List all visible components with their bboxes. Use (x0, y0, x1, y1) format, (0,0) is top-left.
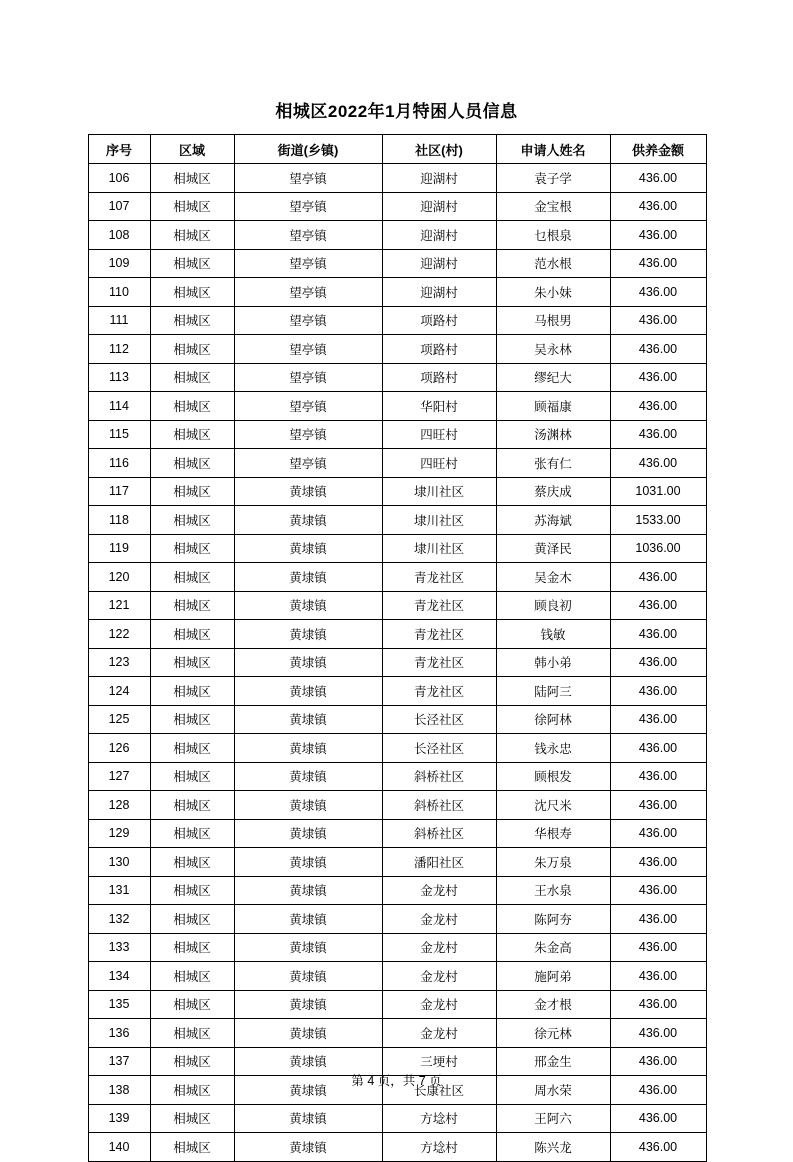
cell-township: 黄埭镇 (234, 933, 382, 962)
cell-support-amount: 436.00 (610, 221, 706, 250)
cell-applicant-name: 沈尺米 (496, 791, 610, 820)
cell-applicant-name: 马根男 (496, 306, 610, 335)
column-header-support-amount: 供养金额 (610, 135, 706, 164)
cell-township: 望亭镇 (234, 363, 382, 392)
cell-support-amount: 436.00 (610, 1047, 706, 1076)
cell-township: 黄埭镇 (234, 534, 382, 563)
cell-applicant-name: 徐元林 (496, 1019, 610, 1048)
cell-township: 望亭镇 (234, 306, 382, 335)
cell-township: 黄埭镇 (234, 1133, 382, 1162)
cell-applicant-name: 王水泉 (496, 876, 610, 905)
cell-district: 相城区 (150, 221, 234, 250)
cell-index: 112 (88, 335, 150, 364)
cell-applicant-name: 施阿弟 (496, 962, 610, 991)
cell-support-amount: 436.00 (610, 363, 706, 392)
cell-support-amount: 436.00 (610, 392, 706, 421)
cell-index: 114 (88, 392, 150, 421)
cell-district: 相城区 (150, 677, 234, 706)
cell-community: 迎湖村 (382, 278, 496, 307)
cell-district: 相城区 (150, 563, 234, 592)
cell-support-amount: 436.00 (610, 905, 706, 934)
column-header-township: 街道(乡镇) (234, 135, 382, 164)
cell-support-amount: 1533.00 (610, 506, 706, 535)
table-row (88, 534, 706, 563)
cell-township: 黄埭镇 (234, 876, 382, 905)
cell-support-amount: 436.00 (610, 1076, 706, 1105)
cell-township: 望亭镇 (234, 420, 382, 449)
cell-district: 相城区 (150, 1104, 234, 1133)
cell-district: 相城区 (150, 363, 234, 392)
cell-support-amount: 436.00 (610, 819, 706, 848)
table-row (88, 791, 706, 820)
cell-applicant-name: 钱永忠 (496, 734, 610, 763)
cell-district: 相城区 (150, 1133, 234, 1162)
table-row (88, 420, 706, 449)
cell-community: 四旺村 (382, 420, 496, 449)
cell-support-amount: 436.00 (610, 848, 706, 877)
cell-community: 金龙村 (382, 990, 496, 1019)
cell-district: 相城区 (150, 164, 234, 193)
cell-applicant-name: 朱小妹 (496, 278, 610, 307)
cell-support-amount: 436.00 (610, 734, 706, 763)
cell-support-amount: 1036.00 (610, 534, 706, 563)
cell-support-amount: 436.00 (610, 306, 706, 335)
cell-community: 方埝村 (382, 1104, 496, 1133)
cell-support-amount: 436.00 (610, 705, 706, 734)
cell-township: 望亭镇 (234, 164, 382, 193)
cell-support-amount: 436.00 (610, 335, 706, 364)
cell-support-amount: 436.00 (610, 278, 706, 307)
cell-index: 123 (88, 648, 150, 677)
cell-community: 埭川社区 (382, 477, 496, 506)
cell-support-amount: 436.00 (610, 1133, 706, 1162)
cell-applicant-name: 陈兴龙 (496, 1133, 610, 1162)
cell-index: 113 (88, 363, 150, 392)
table-row (88, 563, 706, 592)
cell-index: 109 (88, 249, 150, 278)
cell-community: 四旺村 (382, 449, 496, 478)
cell-community: 斜桥社区 (382, 819, 496, 848)
cell-applicant-name: 钱敏 (496, 620, 610, 649)
cell-index: 117 (88, 477, 150, 506)
cell-index: 137 (88, 1047, 150, 1076)
cell-district: 相城区 (150, 477, 234, 506)
cell-community: 金龙村 (382, 876, 496, 905)
cell-support-amount: 436.00 (610, 164, 706, 193)
cell-township: 望亭镇 (234, 449, 382, 478)
cell-index: 138 (88, 1076, 150, 1105)
cell-district: 相城区 (150, 905, 234, 934)
cell-applicant-name: 范水根 (496, 249, 610, 278)
table-row (88, 905, 706, 934)
cell-township: 黄埭镇 (234, 620, 382, 649)
cell-township: 黄埭镇 (234, 848, 382, 877)
cell-support-amount: 436.00 (610, 1019, 706, 1048)
table-row (88, 335, 706, 364)
cell-district: 相城区 (150, 734, 234, 763)
cell-index: 118 (88, 506, 150, 535)
cell-applicant-name: 金宝根 (496, 192, 610, 221)
cell-district: 相城区 (150, 249, 234, 278)
cell-index: 116 (88, 449, 150, 478)
cell-applicant-name: 陆阿三 (496, 677, 610, 706)
table-header-row (88, 135, 706, 164)
cell-applicant-name: 邢金生 (496, 1047, 610, 1076)
column-header-community: 社区(村) (382, 135, 496, 164)
cell-index: 139 (88, 1104, 150, 1133)
cell-township: 黄埭镇 (234, 563, 382, 592)
cell-support-amount: 436.00 (610, 563, 706, 592)
cell-community: 华阳村 (382, 392, 496, 421)
cell-community: 三埂村 (382, 1047, 496, 1076)
cell-community: 斜桥社区 (382, 791, 496, 820)
cell-community: 长泾社区 (382, 705, 496, 734)
cell-township: 望亭镇 (234, 392, 382, 421)
cell-index: 134 (88, 962, 150, 991)
cell-community: 青龙社区 (382, 563, 496, 592)
table-container (88, 134, 706, 1162)
cell-community: 金龙村 (382, 905, 496, 934)
cell-district: 相城区 (150, 791, 234, 820)
cell-township: 黄埭镇 (234, 1104, 382, 1133)
cell-index: 119 (88, 534, 150, 563)
table-row (88, 848, 706, 877)
cell-index: 120 (88, 563, 150, 592)
cell-community: 迎湖村 (382, 221, 496, 250)
column-header-index: 序号 (88, 135, 150, 164)
cell-district: 相城区 (150, 819, 234, 848)
cell-index: 128 (88, 791, 150, 820)
cell-township: 黄埭镇 (234, 762, 382, 791)
cell-district: 相城区 (150, 392, 234, 421)
cell-district: 相城区 (150, 1047, 234, 1076)
cell-support-amount: 436.00 (610, 962, 706, 991)
cell-community: 迎湖村 (382, 192, 496, 221)
cell-support-amount: 436.00 (610, 1104, 706, 1133)
cell-community: 埭川社区 (382, 534, 496, 563)
cell-applicant-name: 周水荣 (496, 1076, 610, 1105)
table-row (88, 1133, 706, 1162)
column-header-applicant-name: 申请人姓名 (496, 135, 610, 164)
cell-index: 140 (88, 1133, 150, 1162)
cell-township: 黄埭镇 (234, 1019, 382, 1048)
column-header-district: 区域 (150, 135, 234, 164)
cell-applicant-name: 汤渊林 (496, 420, 610, 449)
cell-applicant-name: 金才根 (496, 990, 610, 1019)
cell-community: 潘阳社区 (382, 848, 496, 877)
table-row (88, 762, 706, 791)
cell-district: 相城区 (150, 1076, 234, 1105)
cell-index: 126 (88, 734, 150, 763)
cell-applicant-name: 顾根发 (496, 762, 610, 791)
cell-support-amount: 436.00 (610, 648, 706, 677)
cell-township: 黄埭镇 (234, 819, 382, 848)
cell-index: 107 (88, 192, 150, 221)
cell-applicant-name: 顾良初 (496, 591, 610, 620)
table-row (88, 962, 706, 991)
cell-community: 金龙村 (382, 1019, 496, 1048)
cell-community: 青龙社区 (382, 648, 496, 677)
table-row (88, 363, 706, 392)
cell-index: 129 (88, 819, 150, 848)
cell-township: 黄埭镇 (234, 791, 382, 820)
cell-index: 130 (88, 848, 150, 877)
cell-community: 项路村 (382, 306, 496, 335)
cell-district: 相城区 (150, 192, 234, 221)
table-row (88, 990, 706, 1019)
table-row (88, 477, 706, 506)
cell-district: 相城区 (150, 506, 234, 535)
table-row (88, 192, 706, 221)
cell-support-amount: 436.00 (610, 449, 706, 478)
cell-district: 相城区 (150, 620, 234, 649)
cell-applicant-name: 乜根泉 (496, 221, 610, 250)
cell-applicant-name: 徐阿林 (496, 705, 610, 734)
table-row (88, 278, 706, 307)
page-title: 相城区2022年1月特困人员信息 (275, 102, 518, 121)
cell-support-amount: 436.00 (610, 933, 706, 962)
cell-township: 黄埭镇 (234, 591, 382, 620)
cell-township: 黄埭镇 (234, 705, 382, 734)
cell-township: 黄埭镇 (234, 477, 382, 506)
cell-index: 127 (88, 762, 150, 791)
cell-community: 项路村 (382, 335, 496, 364)
table-row (88, 449, 706, 478)
cell-community: 金龙村 (382, 933, 496, 962)
cell-index: 133 (88, 933, 150, 962)
cell-index: 111 (88, 306, 150, 335)
cell-applicant-name: 顾福康 (496, 392, 610, 421)
table-row (88, 705, 706, 734)
cell-township: 望亭镇 (234, 249, 382, 278)
cell-district: 相城区 (150, 705, 234, 734)
cell-support-amount: 1031.00 (610, 477, 706, 506)
cell-township: 黄埭镇 (234, 1047, 382, 1076)
cell-township: 望亭镇 (234, 335, 382, 364)
cell-district: 相城区 (150, 420, 234, 449)
cell-township: 望亭镇 (234, 192, 382, 221)
cell-township: 黄埭镇 (234, 962, 382, 991)
table-row (88, 734, 706, 763)
cell-district: 相城区 (150, 933, 234, 962)
cell-township: 黄埭镇 (234, 1076, 382, 1105)
cell-district: 相城区 (150, 534, 234, 563)
cell-township: 望亭镇 (234, 221, 382, 250)
special-hardship-persons-table (88, 134, 707, 1162)
cell-district: 相城区 (150, 278, 234, 307)
table-row (88, 933, 706, 962)
table-row (88, 506, 706, 535)
cell-applicant-name: 吴金木 (496, 563, 610, 592)
cell-support-amount: 436.00 (610, 620, 706, 649)
cell-township: 望亭镇 (234, 278, 382, 307)
table-row (88, 677, 706, 706)
table-row (88, 164, 706, 193)
cell-community: 迎湖村 (382, 164, 496, 193)
cell-index: 124 (88, 677, 150, 706)
table-header (88, 135, 706, 164)
table-row (88, 221, 706, 250)
table-row (88, 819, 706, 848)
cell-district: 相城区 (150, 449, 234, 478)
table-body (88, 164, 706, 1162)
cell-support-amount: 436.00 (610, 876, 706, 905)
table-row (88, 306, 706, 335)
table-row (88, 620, 706, 649)
cell-community: 青龙社区 (382, 591, 496, 620)
cell-applicant-name: 朱万泉 (496, 848, 610, 877)
cell-support-amount: 436.00 (610, 677, 706, 706)
cell-applicant-name: 韩小弟 (496, 648, 610, 677)
cell-township: 黄埭镇 (234, 905, 382, 934)
cell-index: 125 (88, 705, 150, 734)
cell-district: 相城区 (150, 648, 234, 677)
cell-index: 115 (88, 420, 150, 449)
cell-index: 136 (88, 1019, 150, 1048)
cell-township: 黄埭镇 (234, 506, 382, 535)
cell-index: 106 (88, 164, 150, 193)
table-row (88, 591, 706, 620)
cell-applicant-name: 陈阿夯 (496, 905, 610, 934)
cell-district: 相城区 (150, 876, 234, 905)
cell-support-amount: 436.00 (610, 791, 706, 820)
cell-community: 金龙村 (382, 962, 496, 991)
cell-index: 132 (88, 905, 150, 934)
cell-support-amount: 436.00 (610, 762, 706, 791)
cell-district: 相城区 (150, 335, 234, 364)
cell-community: 方埝村 (382, 1133, 496, 1162)
cell-support-amount: 436.00 (610, 591, 706, 620)
cell-community: 长康社区 (382, 1076, 496, 1105)
cell-support-amount: 436.00 (610, 249, 706, 278)
cell-support-amount: 436.00 (610, 420, 706, 449)
cell-community: 迎湖村 (382, 249, 496, 278)
cell-index: 110 (88, 278, 150, 307)
cell-applicant-name: 华根寿 (496, 819, 610, 848)
cell-community: 埭川社区 (382, 506, 496, 535)
cell-index: 135 (88, 990, 150, 1019)
cell-township: 黄埭镇 (234, 677, 382, 706)
table-row (88, 648, 706, 677)
cell-applicant-name: 王阿六 (496, 1104, 610, 1133)
cell-applicant-name: 蔡庆成 (496, 477, 610, 506)
page-footer: 第 4 页，共 7 页 (351, 1074, 442, 1088)
cell-district: 相城区 (150, 306, 234, 335)
cell-support-amount: 436.00 (610, 192, 706, 221)
cell-community: 斜桥社区 (382, 762, 496, 791)
cell-district: 相城区 (150, 990, 234, 1019)
cell-township: 黄埭镇 (234, 734, 382, 763)
cell-support-amount: 436.00 (610, 990, 706, 1019)
cell-district: 相城区 (150, 1019, 234, 1048)
table-row (88, 1019, 706, 1048)
cell-district: 相城区 (150, 962, 234, 991)
cell-applicant-name: 苏海斌 (496, 506, 610, 535)
cell-applicant-name: 张有仁 (496, 449, 610, 478)
cell-index: 108 (88, 221, 150, 250)
cell-community: 青龙社区 (382, 620, 496, 649)
cell-district: 相城区 (150, 848, 234, 877)
cell-community: 长泾社区 (382, 734, 496, 763)
cell-index: 121 (88, 591, 150, 620)
table-row (88, 1104, 706, 1133)
cell-district: 相城区 (150, 591, 234, 620)
cell-applicant-name: 朱金高 (496, 933, 610, 962)
cell-applicant-name: 黄泽民 (496, 534, 610, 563)
cell-community: 项路村 (382, 363, 496, 392)
cell-community: 青龙社区 (382, 677, 496, 706)
table-row (88, 392, 706, 421)
cell-index: 131 (88, 876, 150, 905)
cell-applicant-name: 缪纪大 (496, 363, 610, 392)
table-row (88, 876, 706, 905)
cell-index: 122 (88, 620, 150, 649)
cell-applicant-name: 袁子学 (496, 164, 610, 193)
cell-township: 黄埭镇 (234, 648, 382, 677)
cell-district: 相城区 (150, 762, 234, 791)
cell-applicant-name: 吴永林 (496, 335, 610, 364)
cell-township: 黄埭镇 (234, 990, 382, 1019)
table-row (88, 249, 706, 278)
